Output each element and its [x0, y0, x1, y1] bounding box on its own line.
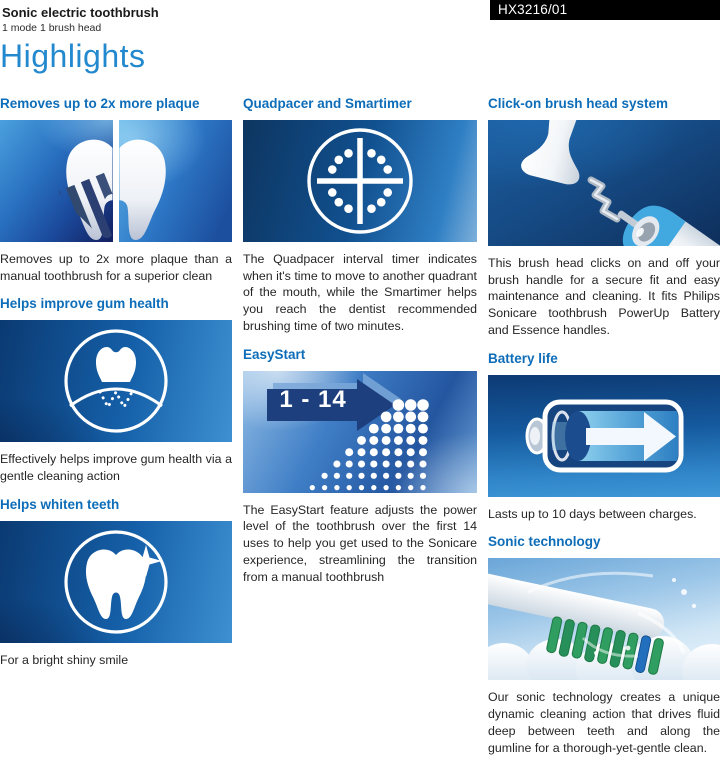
feature-sonic	[488, 535, 720, 756]
click-on-brush-head-photo	[488, 120, 720, 246]
product-title: Sonic electric toothbrush	[2, 5, 159, 20]
feature-gum-health	[0, 297, 232, 484]
feature-description: For a bright shiny smile	[0, 652, 129, 667]
easystart-ramp-dots-icon	[243, 371, 477, 493]
feature-description: Removes up to 2x more plaque than a manual toothbrush for a superior clean	[0, 251, 232, 283]
product-subtitle: 1 mode 1 brush head	[2, 22, 102, 34]
tooth-gumline-circle-icon	[0, 320, 232, 442]
quadpacer-timer-icon	[243, 120, 477, 242]
model-number-bar	[490, 0, 720, 20]
brush-head-stem	[519, 120, 595, 187]
tooth-sparkle-circle-icon	[0, 521, 232, 643]
click-on-graphic	[488, 120, 720, 246]
quadpacer-graphic	[243, 120, 477, 242]
split-tooth-plaque-icon	[0, 120, 232, 242]
easystart-arrow-label: 1 - 14	[279, 385, 347, 413]
toothbrush-handle	[601, 187, 720, 246]
feature-easystart	[243, 348, 477, 586]
feature-heading: Sonic technology	[488, 534, 601, 550]
feature-plaque	[0, 97, 232, 284]
feature-heading: Removes up to 2x more plaque	[0, 96, 200, 111]
feature-heading: Quadpacer and Smartimer	[243, 96, 412, 111]
feature-description: Our sonic technology creates a unique dynamic cleaning action that drives fluid deep between teeth and along the gumline for a thorough-yet-gentle clean.	[488, 690, 720, 755]
feature-heading: Battery life	[488, 350, 558, 366]
feature-heading: Helps whiten teeth	[0, 496, 120, 512]
feature-description: The Quadpacer interval timer indicates when it's time to move to another quadrant of the mouth, while the Smartimer helps you reach the dentist recommended brushing time of two minutes.	[243, 251, 477, 334]
feature-quadpacer	[243, 97, 477, 335]
feature-battery	[488, 352, 720, 523]
feature-description: Effectively helps improve gum health via a gentle cleaning action	[0, 452, 232, 484]
model-number: HX3216/01	[498, 2, 568, 17]
feature-description: This brush head clicks on and off your brush handle for a secure fit and easy maintenance and cleaning. It fits Philips Sonicare toothbrush PowerUp Battery and Essence handles.	[488, 255, 720, 338]
feature-whiten	[0, 498, 232, 669]
page-title: Highlights	[0, 38, 146, 74]
sonic-brush-on-teeth-photo	[488, 558, 720, 680]
feature-heading: Helps improve gum health	[0, 296, 169, 312]
gum-health-graphic	[0, 320, 232, 442]
column-1	[0, 97, 232, 770]
feature-heading: Click-on brush head system	[488, 96, 669, 111]
column-2	[243, 97, 477, 770]
feature-heading: EasyStart	[243, 346, 306, 362]
split-tooth-graphic	[0, 120, 232, 242]
feature-grid	[0, 97, 720, 770]
sonic-graphic	[488, 558, 720, 680]
whiten-graphic	[0, 521, 232, 643]
battery-graphic	[488, 375, 720, 497]
feature-description: The EasyStart feature adjusts the power level of the toothbrush over the first 14 uses to help you get used to the Sonicare experience, streamlining the transition from a manual toothbrush	[243, 502, 477, 584]
battery-arrow-icon	[488, 375, 720, 497]
feature-click-on	[488, 97, 720, 339]
feature-description: Lasts up to 10 days between charges.	[488, 506, 697, 521]
column-3	[488, 97, 720, 770]
